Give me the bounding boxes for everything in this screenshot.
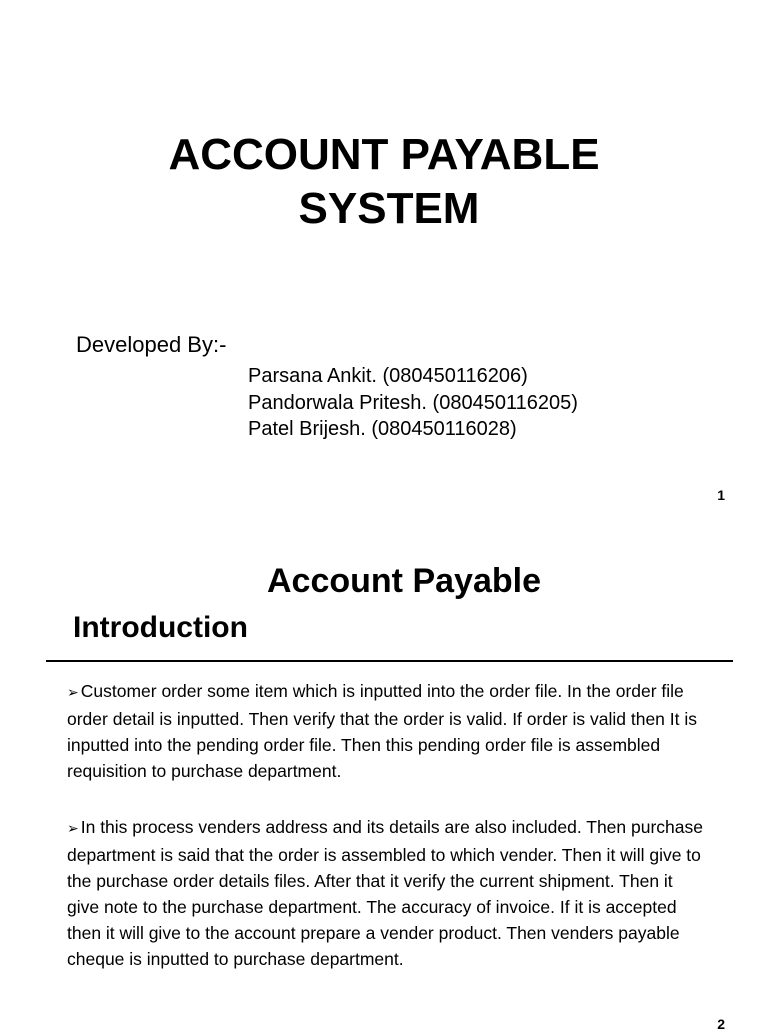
arrow-bullet-icon: ➢ — [67, 821, 79, 837]
developed-by-label: Developed By:- — [76, 332, 227, 357]
title-line-2: SYSTEM — [298, 184, 480, 233]
developer-list — [248, 363, 578, 443]
slide-2-title: Account Payable — [267, 562, 541, 600]
title-line-1: ACCOUNT PAYABLE — [168, 130, 600, 179]
developer-item: Pandorwala Pritesh. (080450116205) — [248, 391, 578, 414]
developer-item: Patel Brijesh. (080450116028) — [248, 418, 517, 440]
paragraph-1 — [67, 678, 707, 784]
arrow-bullet-icon: ➢ — [67, 685, 79, 701]
title-divider — [46, 660, 733, 662]
paragraph-2 — [67, 814, 707, 972]
slide-2-page-number: 2 — [717, 1016, 725, 1032]
paragraph-1-text: Customer order some item which is inputted into the order file. In the order file order detail is inputted. Then verify that the order is valid. If order is valid then It is inputted into the pending order file. Then this pending order file is assembled requisition to purchase department. — [67, 681, 697, 781]
developer-item: Parsana Ankit. (080450116206) — [248, 365, 528, 387]
slide-2 — [0, 512, 768, 1032]
slide-1 — [0, 0, 768, 512]
slide-1-title — [0, 128, 768, 236]
slide-2-subtitle: Introduction — [73, 611, 248, 644]
slide-1-page-number: 1 — [717, 487, 725, 503]
paragraph-2-text: In this process venders address and its details are also included. Then purchase department is said that the order is assembled to which vender. Then it will give to the purchase order details files. After that it verify the current shipment. Then it give note to the purchase department. The accuracy of invoice. If it is accepted then it will give to the account prepare a vender product. Then venders payable cheque is inputted to purchase department. — [67, 817, 703, 969]
